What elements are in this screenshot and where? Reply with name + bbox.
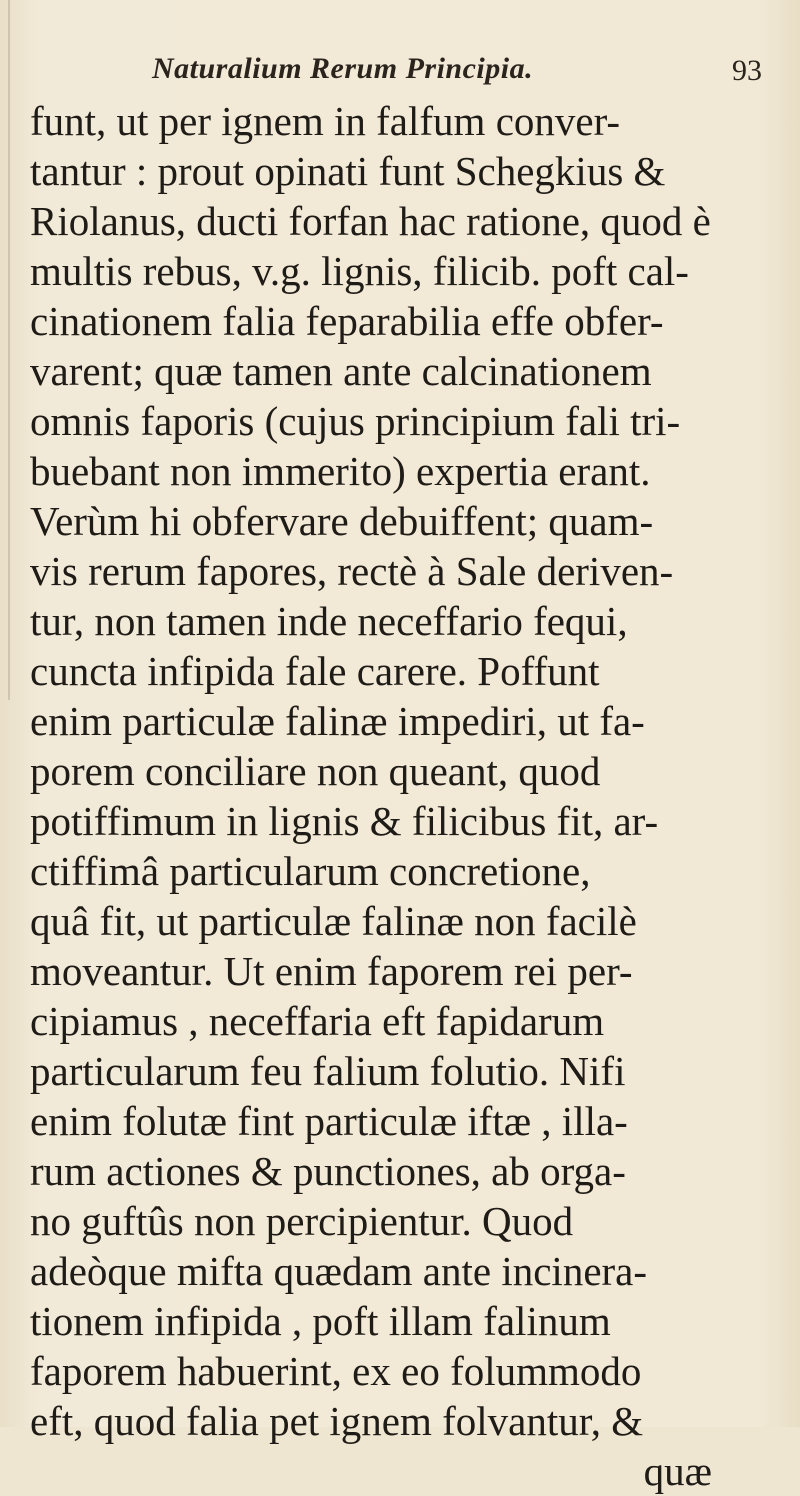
- text-line: multis rebus, v.g. lignis, filicib. poft cal-: [30, 248, 689, 294]
- text-line: cipiamus , neceffaria eft fapidarum: [30, 998, 605, 1044]
- text-line: adeòque mifta quædam ante incinera-: [30, 1248, 648, 1294]
- text-line: ctiffimâ particularum concretione,: [30, 848, 591, 894]
- text-line: varent; quæ tamen ante calcinationem: [30, 348, 652, 394]
- text-line: tur, non tamen inde neceffario fequi,: [30, 598, 628, 644]
- body-text: [30, 96, 770, 1496]
- page-gutter-edge: [8, 0, 10, 700]
- text-line: no guftûs non percipientur. Quod: [30, 1198, 574, 1244]
- catchword: quæ: [643, 1448, 712, 1494]
- text-line: quâ fit, ut particulæ falinæ non facilè: [30, 898, 637, 944]
- running-head: [152, 52, 762, 92]
- text-line: vis rerum fapores, rectè à Sale deriven-: [30, 548, 674, 594]
- text-line: cinationem falia feparabilia effe obfer-: [30, 298, 664, 344]
- text-line: enim folutæ fint particulæ iftæ , illa-: [30, 1098, 628, 1144]
- text-line: tantur : prout opinati funt Schegkius &: [30, 148, 666, 194]
- text-line: funt, ut per ignem in falfum conver-: [30, 98, 621, 144]
- text-line: tionem infipida , poft illam falinum: [30, 1298, 611, 1344]
- text-line: enim particulæ falinæ impediri, ut fa-: [30, 698, 645, 744]
- text-line: omnis faporis (cujus principium fali tri-: [30, 398, 681, 444]
- text-line: rum actiones & punctiones, ab orga-: [30, 1148, 626, 1194]
- text-line: particularum feu falium folutio. Nifi: [30, 1048, 626, 1094]
- text-line: moveantur. Ut enim faporem rei per-: [30, 948, 633, 994]
- text-line: porem conciliare non queant, quod: [30, 748, 601, 794]
- text-line: buebant non immerito) expertia erant.: [30, 448, 651, 494]
- text-line: faporem habuerint, ex eo folummodo: [30, 1348, 642, 1394]
- text-line: eft, quod falia pet ignem folvantur, &: [30, 1398, 644, 1444]
- text-line: cuncta infipida fale carere. Poffunt: [30, 648, 600, 694]
- page-number: 93: [732, 54, 762, 87]
- text-line: Riolanus, ducti forfan hac ratione, quod è: [30, 198, 711, 244]
- running-title: Naturalium Rerum Principia.: [152, 52, 534, 85]
- text-line: potiffimum in lignis & filicibus fit, ar-: [30, 798, 659, 844]
- text-line: Verùm hi obfervare debuiffent; quam-: [30, 498, 654, 544]
